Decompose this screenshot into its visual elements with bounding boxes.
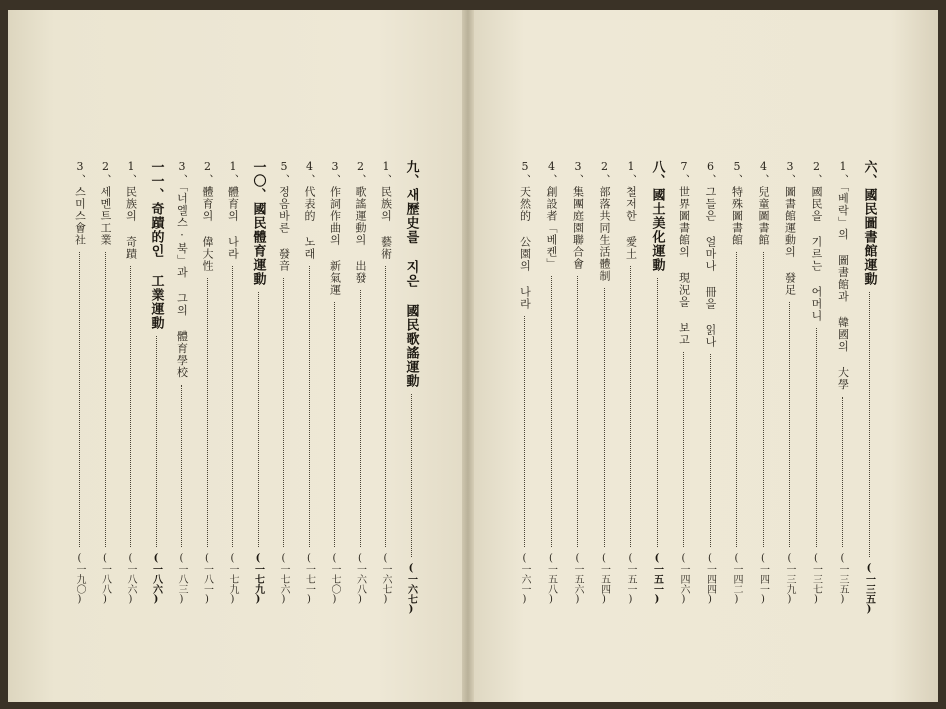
- toc-leader-dots: [207, 278, 208, 547]
- toc-entry: [349, 160, 371, 605]
- toc-entry-title: 5、정음바른 發音: [277, 160, 291, 272]
- toc-page-number: (一四四): [704, 553, 716, 605]
- toc-entry-title: 八、國土美化運動: [649, 160, 665, 272]
- toc-page-number: (一五一): [625, 553, 636, 605]
- toc-entry-title: 1、民族의 藝術: [379, 160, 393, 260]
- toc-entry-title: 1、民族의 奇蹟: [124, 160, 138, 260]
- toc-leader-dots: [309, 266, 310, 547]
- toc-page-number: (一四二): [731, 553, 742, 605]
- toc-page-number: (一七六): [278, 553, 289, 605]
- toc-entry-title: 5、特殊圖書館: [730, 160, 744, 246]
- toc-entry-title: 1、體育의 나라: [226, 160, 240, 260]
- toc-leader-dots: [577, 276, 578, 547]
- toc-page-number: (一六七): [405, 563, 417, 615]
- toc-leader-dots: [232, 266, 233, 547]
- toc-entry-title: 2、國民을 기르는 어머니: [810, 160, 823, 322]
- toc-entry-title: 3、스미스會社: [73, 160, 87, 246]
- toc-page-number: (一四六): [678, 553, 689, 605]
- toc-leader-dots: [283, 278, 284, 547]
- toc-section-heading: [247, 160, 269, 605]
- toc-entry-title: 六、國民圖書館運動: [861, 160, 877, 286]
- toc-page-number: (一六七): [380, 553, 391, 605]
- toc-entry-title: 2、세멘트工業: [99, 160, 112, 246]
- toc-leader-dots: [385, 266, 386, 547]
- toc-entry: [752, 160, 774, 605]
- toc-entry-title: 3、作詞作曲의 新氣運: [328, 160, 342, 296]
- toc-entry: [222, 160, 244, 605]
- toc-entry: [375, 160, 397, 605]
- toc-section-heading: [400, 160, 422, 615]
- toc-page-number: (一九〇): [74, 553, 85, 605]
- toc-page-number: (一五八): [545, 553, 557, 605]
- toc-leader-dots: [736, 252, 737, 547]
- toc-entry: [324, 160, 346, 605]
- toc-entry: [196, 160, 218, 605]
- toc-page-number: (一八一): [201, 553, 213, 605]
- toc-entry-title: 一一、奇蹟的인 工業運動: [148, 160, 164, 330]
- toc-entry: [69, 160, 91, 605]
- toc-page-number: (一四一): [757, 553, 769, 605]
- toc-entry: [726, 160, 748, 605]
- toc-leader-dots: [683, 352, 684, 547]
- toc-entry: [94, 160, 116, 605]
- toc-entry-title: 7、世界圖書館의 現況을 보고: [677, 160, 691, 346]
- toc-leader-dots: [156, 336, 157, 547]
- toc-entry-title: 1、「베락」의 圖書館과 韓國의 大學: [836, 160, 850, 391]
- toc-page-number: (一三七): [810, 553, 822, 605]
- toc-page-number: (一五一): [651, 553, 663, 605]
- toc-entry: [832, 160, 854, 605]
- toc-page-number: (一六八): [354, 553, 366, 605]
- toc-leader-dots: [869, 292, 870, 557]
- book-gutter: [462, 10, 474, 702]
- toc-page-number: (一七九): [227, 553, 238, 605]
- toc-leader-dots: [657, 278, 658, 547]
- toc-page-number: (一八三): [176, 553, 187, 605]
- left-page: [8, 10, 468, 702]
- toc-entry-title: 4、創設者「베켄」: [545, 160, 558, 270]
- toc-entry-title: 1、철저한 愛土: [624, 160, 638, 260]
- toc-page-number: (一七一): [303, 553, 315, 605]
- toc-section-heading: [858, 160, 880, 615]
- toc-page-number: (一八六): [125, 553, 136, 605]
- toc-entry: [120, 160, 142, 605]
- toc-entry: [779, 160, 801, 605]
- toc-page-number: (一三九): [784, 553, 795, 605]
- toc-page-number: (一七〇): [329, 553, 340, 605]
- toc-entry-title: 5、天然的 公園의 나라: [518, 160, 532, 310]
- toc-entry: [540, 160, 562, 605]
- toc-entry: [273, 160, 295, 605]
- toc-entry: [514, 160, 536, 605]
- toc-section-heading: [145, 160, 167, 605]
- toc-page-number: (一八六): [150, 553, 162, 605]
- toc-entry-title: 3、圖書館運動의 發足: [783, 160, 797, 296]
- toc-leader-dots: [105, 252, 106, 547]
- toc-leader-dots: [79, 252, 80, 547]
- toc-section-heading: [646, 160, 668, 605]
- toc-leader-dots: [360, 290, 361, 547]
- toc-entry-title: 3、「너엘스·북」과 그의 體育學校: [175, 160, 189, 379]
- toc-entry: [593, 160, 615, 605]
- toc-page-number: (一五六): [572, 553, 583, 605]
- toc-leader-dots: [710, 354, 711, 547]
- toc-leader-dots: [763, 252, 764, 547]
- toc-page-number: (一三五): [837, 553, 848, 605]
- toc-entry-title: 九、새歷史를 지은 國民歌謠運動: [403, 160, 419, 388]
- toc-entry-title: 一〇、國民體育運動: [250, 160, 266, 286]
- toc-leader-dots: [604, 288, 605, 547]
- toc-entry: [699, 160, 721, 605]
- toc-leader-dots: [551, 276, 552, 547]
- toc-entry: [171, 160, 193, 605]
- toc-leader-dots: [411, 394, 412, 557]
- toc-entry: [620, 160, 642, 605]
- toc-leader-dots: [334, 302, 335, 547]
- toc-entry: [673, 160, 695, 605]
- toc-entry-title: 2、歌謠運動의 出發: [354, 160, 367, 284]
- toc-leader-dots: [181, 385, 182, 548]
- toc-page-number: (一七九): [252, 553, 264, 605]
- toc-leader-dots: [842, 397, 843, 548]
- toc-leader-dots: [816, 328, 817, 547]
- right-page: [468, 10, 938, 702]
- toc-leader-dots: [130, 266, 131, 547]
- toc-entry-title: 2、部落共同生活體制: [598, 160, 611, 282]
- toc-leader-dots: [524, 316, 525, 547]
- toc-entry-title: 6、그들은 얼마나 冊을 읽나: [704, 160, 717, 348]
- toc-entry-title: 2、體育의 偉大性: [201, 160, 214, 272]
- toc-page-number: (一三五): [863, 563, 875, 615]
- toc-leader-dots: [630, 266, 631, 547]
- toc-entry: [805, 160, 827, 605]
- toc-entry-title: 3、集團庭園聯合會: [571, 160, 585, 270]
- toc-entry: [567, 160, 589, 605]
- toc-entry-title: 4、兒童圖書館: [757, 160, 770, 246]
- toc-leader-dots: [789, 302, 790, 547]
- toc-entry: [298, 160, 320, 605]
- toc-leader-dots: [258, 292, 259, 547]
- toc-entry-title: 4、代表的 노래: [303, 160, 316, 260]
- toc-page-number: (一五四): [598, 553, 610, 605]
- toc-page-number: (一六一): [519, 553, 530, 605]
- toc-page-number: (一八八): [99, 553, 111, 605]
